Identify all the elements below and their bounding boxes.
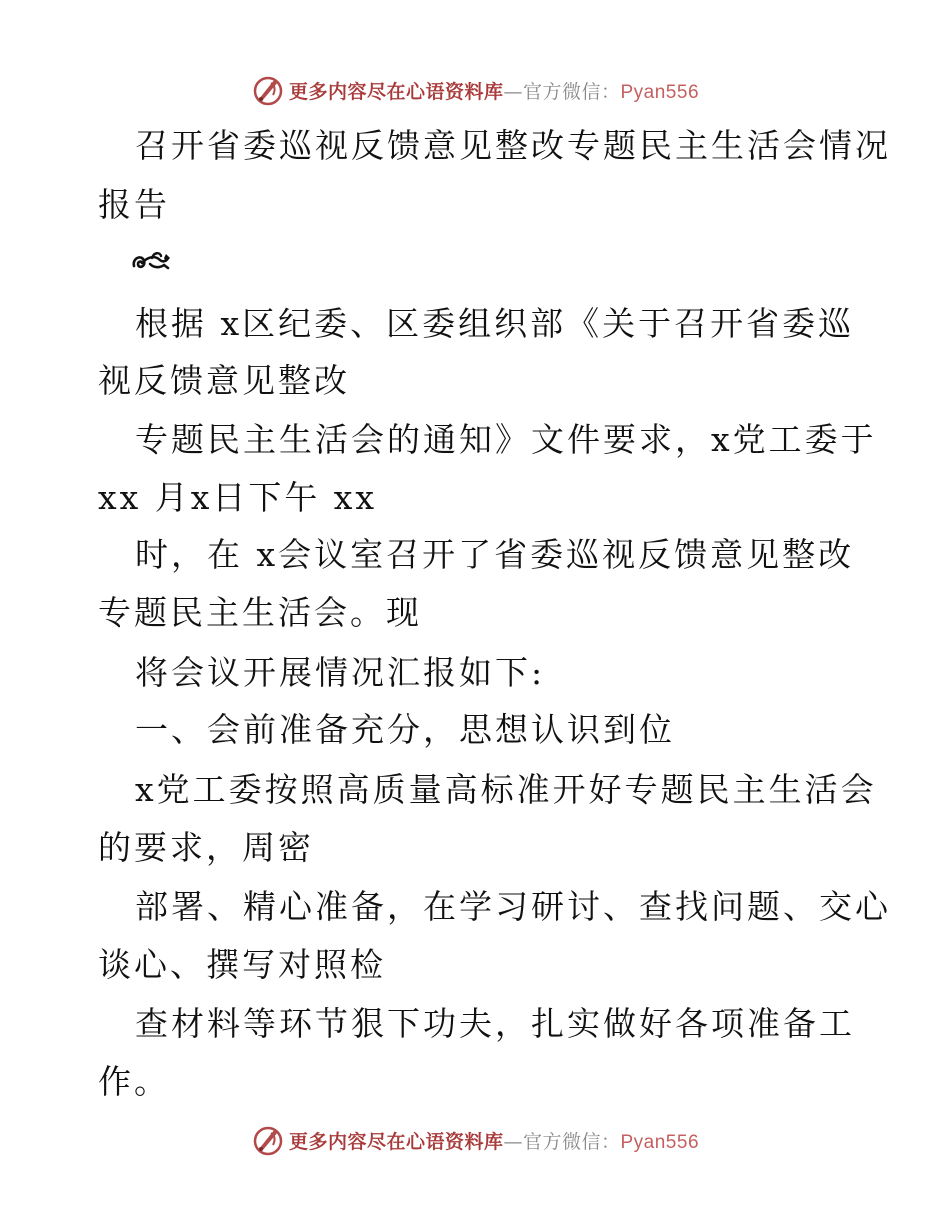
decorative-flourish-icon [128, 244, 174, 280]
document-title-line-1: 召开省委巡视反馈意见整改专题民主生活会情况 [135, 126, 891, 165]
paragraph-line: 部署、精心准备，在学习研讨、查找问题、交心 [135, 887, 891, 926]
banner-main-text: 更多内容尽在心语资料库 [288, 1130, 504, 1153]
paragraph-line: 谈心、撰写对照检 [98, 945, 386, 984]
footer-banner [0, 1120, 950, 1160]
banner-text [289, 1127, 699, 1154]
header-banner [0, 70, 950, 110]
banner-wechat-id: Pyan556 [620, 81, 700, 103]
paragraph-line: 专题民主生活会的通知》文件要求，x党工委于 [135, 420, 877, 459]
banner-wechat-id: Pyan556 [620, 1131, 700, 1153]
banner-wechat-label: 官方微信： [522, 80, 621, 103]
paragraph-line: 时，在 x会议室召开了省委巡视反馈意见整改 [135, 535, 855, 574]
banner-wechat-label: 官方微信： [522, 1130, 621, 1153]
section-heading: 一、会前准备充分，思想认识到位 [135, 710, 675, 749]
paragraph-line: 的要求，周密 [98, 828, 314, 867]
paragraph-line: 将会议开展情况汇报如下: [135, 653, 546, 692]
banner-text [289, 77, 699, 104]
banner-separator: — [503, 1130, 523, 1153]
paragraph-line: 专题民主生活会。现 [98, 593, 422, 632]
banner-main-text: 更多内容尽在心语资料库 [288, 80, 504, 103]
document-title-line-2: 报告 [98, 185, 170, 224]
quill-logo-icon [251, 1123, 285, 1157]
banner-separator: — [503, 80, 523, 103]
paragraph-line: 作。 [98, 1062, 170, 1101]
paragraph-line: 根据 x区纪委、区委组织部《关于召开省委巡 [135, 304, 855, 343]
paragraph-line: xx 月x日下午 xx [98, 478, 378, 517]
paragraph-line: 查材料等环节狠下功夫，扎实做好各项准备工 [135, 1004, 855, 1043]
paragraph-line: 视反馈意见整改 [98, 361, 350, 400]
quill-logo-icon [251, 73, 285, 107]
paragraph-line: x党工委按照高质量高标准开好专题民主生活会 [135, 770, 877, 809]
